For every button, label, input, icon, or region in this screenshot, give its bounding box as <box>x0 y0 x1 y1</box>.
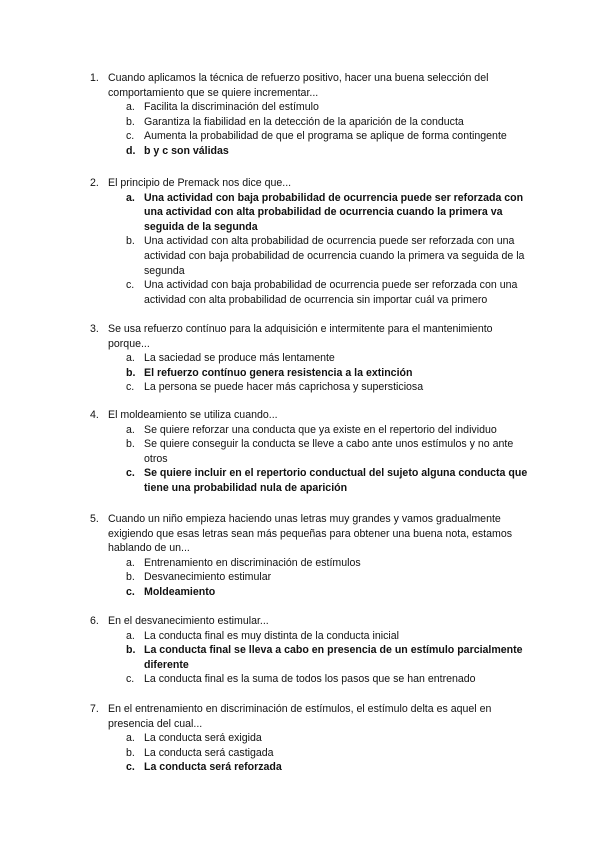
option-text: b y c son válidas <box>144 144 229 157</box>
question-3 <box>90 322 530 395</box>
answer-option <box>90 380 530 395</box>
question-text: El moldeamiento se utiliza cuando... <box>108 409 278 421</box>
option-letter: c. <box>126 761 135 774</box>
option-letter: b. <box>126 115 135 128</box>
option-text: Se quiere incluir en el repertorio conductual del sujeto alguna conducta que tiene una probabilidad nula de aparición <box>144 467 528 494</box>
option-letter: a. <box>126 423 135 436</box>
option-text: Una actividad con baja probabilidad de ocurrencia puede ser reforzada con una actividad con alta probabilidad de ocurrencia sin importar cuál va primero <box>144 279 518 306</box>
question-stem <box>90 614 530 629</box>
question-2 <box>90 176 530 307</box>
question-stem <box>90 176 530 191</box>
answer-option-correct <box>90 366 530 381</box>
question-text: Cuando un niño empieza haciendo unas letras muy grandes y vamos gradualmente exigiendo que esas letras sean más pequeñas para obtener una buena nota, estamos hablando de un... <box>108 513 513 555</box>
option-text: La conducta será castigada <box>144 746 274 759</box>
question-text: Se usa refuerzo contínuo para la adquisición e intermitente para el mantenimiento porque... <box>108 323 493 350</box>
answer-option-correct <box>90 585 530 600</box>
question-number: 2. <box>90 177 99 189</box>
question-number: 4. <box>90 409 99 421</box>
option-letter: a. <box>126 101 135 114</box>
option-letter: d. <box>126 144 136 157</box>
option-letter: c. <box>126 585 135 598</box>
option-text: Moldeamiento <box>144 585 216 598</box>
answer-option-correct <box>90 191 530 235</box>
option-letter: b. <box>126 644 136 657</box>
question-text: El principio de Premack nos dice que... <box>108 177 292 189</box>
question-stem <box>90 512 530 556</box>
question-text: En el entrenamiento en discriminación de estímulos, el estímulo delta es aquel en presencia del cual... <box>108 703 492 730</box>
option-letter: b. <box>126 235 135 248</box>
option-letter: c. <box>126 279 135 292</box>
answer-option <box>90 423 530 438</box>
option-text: Una actividad con alta probabilidad de ocurrencia puede ser reforzada con una actividad con baja probabilidad de ocurrencia cuando la primera va seguida de la segunda <box>144 235 525 277</box>
option-text: Una actividad con baja probabilidad de ocurrencia puede ser reforzada con una actividad con alta probabilidad de ocurrencia cuando la primera va seguida de la segunda <box>144 191 524 233</box>
option-letter: a. <box>126 352 135 365</box>
option-text: Se quiere conseguir la conducta se lleve a cabo ante unos estímulos y no ante otros <box>144 438 514 465</box>
option-text: La saciedad se produce más lentamente <box>144 352 335 365</box>
option-text: La conducta final se lleva a cabo en presencia de un estímulo parcialmente diferente <box>144 644 523 671</box>
answer-option <box>90 100 530 115</box>
option-text: Desvanecimiento estimular <box>144 571 272 584</box>
option-text: Entrenamiento en discriminación de estímulos <box>144 556 361 569</box>
question-7 <box>90 702 530 775</box>
option-letter: b. <box>126 571 135 584</box>
question-4 <box>90 408 530 496</box>
option-letter: c. <box>126 673 135 686</box>
question-number: 7. <box>90 703 99 715</box>
option-text: Facilita la discriminación del estímulo <box>144 101 319 114</box>
answer-option <box>90 746 530 761</box>
question-stem <box>90 702 530 731</box>
question-6 <box>90 614 530 687</box>
answer-option <box>90 129 530 144</box>
question-number: 3. <box>90 323 99 335</box>
option-letter: a. <box>126 191 135 204</box>
option-letter: b. <box>126 366 136 379</box>
option-letter: c. <box>126 467 135 480</box>
question-text: En el desvanecimiento estimular... <box>108 615 269 627</box>
option-text: La persona se puede hacer más caprichosa y supersticiosa <box>144 381 424 394</box>
answer-option <box>90 351 530 366</box>
answer-option <box>90 437 530 466</box>
option-letter: a. <box>126 732 135 745</box>
answer-option <box>90 672 530 687</box>
question-1 <box>90 71 530 159</box>
answer-option <box>90 115 530 130</box>
question-stem <box>90 322 530 351</box>
answer-option-correct <box>90 760 530 775</box>
answer-option-correct <box>90 643 530 672</box>
question-number: 1. <box>90 72 99 84</box>
option-text: La conducta será exigida <box>144 732 262 745</box>
option-text: Se quiere reforzar una conducta que ya existe en el repertorio del individuo <box>144 423 497 436</box>
option-letter: a. <box>126 556 135 569</box>
answer-option <box>90 731 530 746</box>
option-letter: a. <box>126 629 135 642</box>
answer-option <box>90 570 530 585</box>
answer-option-correct <box>90 466 530 495</box>
question-number: 6. <box>90 615 99 627</box>
question-number: 5. <box>90 513 99 525</box>
question-text: Cuando aplicamos la técnica de refuerzo positivo, hacer una buena selección del comportamiento que se quiere incrementar... <box>108 72 489 99</box>
option-text: Aumenta la probabilidad de que el programa se aplique de forma contingente <box>144 130 507 143</box>
question-stem <box>90 408 530 423</box>
option-letter: c. <box>126 130 135 143</box>
answer-option <box>90 629 530 644</box>
question-stem <box>90 71 530 100</box>
question-5 <box>90 512 530 600</box>
option-text: La conducta final es la suma de todos los pasos que se han entrenado <box>144 673 476 686</box>
answer-option <box>90 556 530 571</box>
option-text: El refuerzo contínuo genera resistencia a la extinción <box>144 366 413 379</box>
answer-option-correct <box>90 144 530 159</box>
option-letter: c. <box>126 381 135 394</box>
option-text: Garantiza la fiabilidad en la detección de la aparición de la conducta <box>144 115 464 128</box>
option-letter: b. <box>126 746 135 759</box>
answer-option <box>90 278 530 307</box>
answer-option <box>90 234 530 278</box>
option-text: La conducta final es muy distinta de la conducta inicial <box>144 629 399 642</box>
option-letter: b. <box>126 438 135 451</box>
option-text: La conducta será reforzada <box>144 761 282 774</box>
